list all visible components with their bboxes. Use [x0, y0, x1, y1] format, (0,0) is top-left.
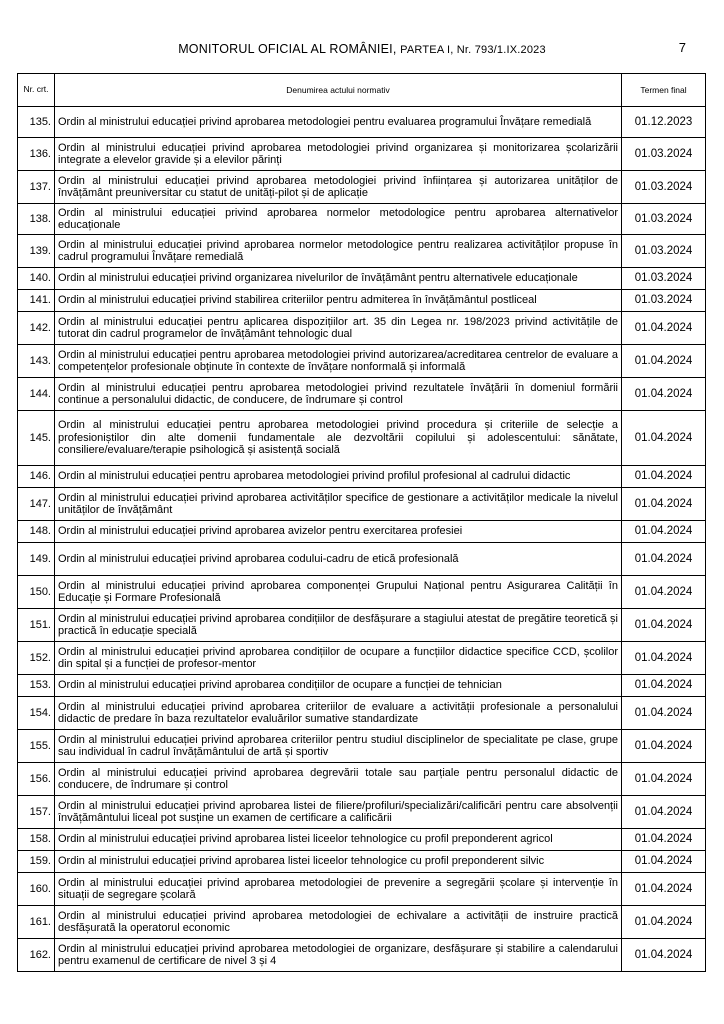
table-row [18, 939, 706, 972]
table-row [18, 906, 706, 939]
term-date: 01.03.2024 [622, 235, 706, 268]
act-name: Ordin al ministrului educației privind aprobarea condițiilor de ocupare a funcțiilor didactice specifice CCD, școlilor din spital și a funcției de profesor-mentor [55, 642, 622, 675]
term-date: 01.03.2024 [622, 171, 706, 204]
table-row [18, 576, 706, 609]
term-date: 01.04.2024 [622, 543, 706, 576]
column-header-term: Termen final [622, 74, 706, 107]
table-row [18, 466, 706, 488]
act-name: Ordin al ministrului educației privind aprobarea listei liceelor tehnologice cu profil preponderent silvic [55, 851, 622, 873]
row-number: 159. [18, 851, 55, 873]
term-date: 01.03.2024 [622, 138, 706, 171]
table-row [18, 107, 706, 138]
act-name: Ordin al ministrului educației pentru aprobarea metodologiei privind autorizarea/acreditarea centrelor de evaluare a competențelor profesionale obținute în contexte de învățare nonformală și informală [55, 345, 622, 378]
term-date: 01.04.2024 [622, 851, 706, 873]
row-number: 154. [18, 697, 55, 730]
table-row [18, 873, 706, 906]
table-row [18, 796, 706, 829]
row-number: 147. [18, 488, 55, 521]
row-number: 148. [18, 521, 55, 543]
term-date: 01.04.2024 [622, 642, 706, 675]
row-number: 158. [18, 829, 55, 851]
act-name: Ordin al ministrului educației privind aprobarea activităților specifice de gestionare a activităților medicale la nivelul unităților de învățământ [55, 488, 622, 521]
table-header-row [18, 74, 706, 107]
table-row [18, 642, 706, 675]
act-name: Ordin al ministrului educației pentru aprobarea metodologiei privind rezultatele învățării în domeniul formării continue a personalului didactic, de conducere, de îndrumare și control [55, 378, 622, 411]
term-date: 01.04.2024 [622, 312, 706, 345]
act-name: Ordin al ministrului educației privind aprobarea normelor metodologice pentru realizarea activităților propuse în cadrul programului Învățare remedială [55, 235, 622, 268]
table-row [18, 851, 706, 873]
table-row [18, 763, 706, 796]
act-name: Ordin al ministrului educației privind aprobarea normelor metodologice pentru aprobarea alternativelor educaționale [55, 204, 622, 235]
act-name: Ordin al ministrului educației privind aprobarea metodologiei privind înființarea și autorizarea unităților de învățământ preuniversitar cu statut de unități-pilot și de aplicație [55, 171, 622, 204]
act-name: Ordin al ministrului educației privind aprobarea componenței Grupului Național pentru Asigurarea Calității în Educație și Formare Profesională [55, 576, 622, 609]
row-number: 144. [18, 378, 55, 411]
term-date: 01.04.2024 [622, 829, 706, 851]
column-header-nr: Nr. crt. [18, 74, 55, 107]
row-number: 162. [18, 939, 55, 972]
act-name: Ordin al ministrului educației pentru aplicarea dispozițiilor art. 35 din Legea nr. 198/2023 privind activitățile de tutorat din cadrul programelor de învățământ tehnologic dual [55, 312, 622, 345]
act-name: Ordin al ministrului educației privind aprobarea avizelor pentru exercitarea profesiei [55, 521, 622, 543]
page-number: 7 [678, 40, 686, 55]
table-row [18, 378, 706, 411]
term-date: 01.04.2024 [622, 521, 706, 543]
term-date: 01.04.2024 [622, 675, 706, 697]
row-number: 150. [18, 576, 55, 609]
term-date: 01.03.2024 [622, 204, 706, 235]
term-date: 01.04.2024 [622, 873, 706, 906]
act-name: Ordin al ministrului educației privind aprobarea metodologiei de echivalare a activității de instruire practică desfășurată la operatorul economic [55, 906, 622, 939]
act-name: Ordin al ministrului educației privind aprobarea listei liceelor tehnologice cu profil preponderent agricol [55, 829, 622, 851]
act-name: Ordin al ministrului educației privind aprobarea condițiilor de desfășurare a stagiului atestat de pregătire teoretică și practică în educație specială [55, 609, 622, 642]
term-date: 01.04.2024 [622, 466, 706, 488]
row-number: 151. [18, 609, 55, 642]
table-row [18, 204, 706, 235]
table-row [18, 235, 706, 268]
row-number: 137. [18, 171, 55, 204]
act-name: Ordin al ministrului educației privind aprobarea metodologiei de organizare, desfășurare și stabilire a calendarului pentru examenul de certificare de nivel 3 și 4 [55, 939, 622, 972]
term-date: 01.04.2024 [622, 488, 706, 521]
publication-title [0, 42, 724, 56]
row-number: 152. [18, 642, 55, 675]
act-name: Ordin al ministrului educației privind aprobarea degrevării totale sau parțiale pentru personalul didactic de conducere, de îndrumare și control [55, 763, 622, 796]
table-row [18, 609, 706, 642]
row-number: 141. [18, 290, 55, 312]
term-date: 01.04.2024 [622, 411, 706, 466]
act-name: Ordin al ministrului educației pentru aprobarea metodologiei privind profilul profesional al cadrului didactic [55, 466, 622, 488]
page-header [0, 42, 724, 62]
row-number: 146. [18, 466, 55, 488]
term-date: 01.03.2024 [622, 290, 706, 312]
column-header-name: Denumirea actului normativ [55, 74, 622, 107]
row-number: 136. [18, 138, 55, 171]
act-name: Ordin al ministrului educației privind stabilirea criteriilor pentru admiterea în învățământul postliceal [55, 290, 622, 312]
act-name: Ordin al ministrului educației privind aprobarea metodologiei privind organizarea și monitorizarea școlarizării integrate a elevelor gravide și a elevilor părinți [55, 138, 622, 171]
row-number: 145. [18, 411, 55, 466]
publication-title-main: MONITORUL OFICIAL AL ROMÂNIEI, [178, 42, 401, 56]
term-date: 01.04.2024 [622, 906, 706, 939]
term-date: 01.04.2024 [622, 576, 706, 609]
publication-title-issue: PARTEA I, Nr. 793/1.IX.2023 [400, 44, 546, 56]
term-date: 01.04.2024 [622, 609, 706, 642]
act-name: Ordin al ministrului educației privind aprobarea codului-cadru de etică profesională [55, 543, 622, 576]
term-date: 01.12.2023 [622, 107, 706, 138]
act-name: Ordin al ministrului educației privind aprobarea criteriilor pentru studiul disciplinelor de specialitate pe clase, grupe sau individual în cadrul învățământului de artă și sportiv [55, 730, 622, 763]
row-number: 161. [18, 906, 55, 939]
table-row [18, 268, 706, 290]
table-row [18, 411, 706, 466]
act-name: Ordin al ministrului educației privind aprobarea metodologiei de prevenire a segregării școlare și intervenție în situații de segregare școlară [55, 873, 622, 906]
act-name: Ordin al ministrului educației privind aprobarea condițiilor de ocupare a funcției de tehnician [55, 675, 622, 697]
act-name: Ordin al ministrului educației privind aprobarea metodologiei pentru evaluarea programului Învățare remedială [55, 107, 622, 138]
term-date: 01.04.2024 [622, 939, 706, 972]
act-name: Ordin al ministrului educației privind aprobarea listei de filiere/profiluri/specializări/calificări pentru care absolvenții învățământului liceal pot susține un examen de certificare a calificării [55, 796, 622, 829]
table-row [18, 290, 706, 312]
table-row [18, 312, 706, 345]
act-name: Ordin al ministrului educației privind organizarea nivelurilor de învățământ pentru alternativele educaționale [55, 268, 622, 290]
term-date: 01.04.2024 [622, 345, 706, 378]
table-row [18, 675, 706, 697]
row-number: 142. [18, 312, 55, 345]
row-number: 153. [18, 675, 55, 697]
row-number: 138. [18, 204, 55, 235]
row-number: 143. [18, 345, 55, 378]
term-date: 01.04.2024 [622, 378, 706, 411]
normative-acts-table [17, 73, 706, 972]
table-row [18, 345, 706, 378]
table-row [18, 171, 706, 204]
term-date: 01.04.2024 [622, 796, 706, 829]
table-row [18, 829, 706, 851]
row-number: 135. [18, 107, 55, 138]
table-row [18, 543, 706, 576]
row-number: 140. [18, 268, 55, 290]
act-name: Ordin al ministrului educației privind aprobarea criteriilor de evaluare a activității profesionale a personalului didactic de predare în baza rezultatelor evaluărilor sumative standardizate [55, 697, 622, 730]
row-number: 139. [18, 235, 55, 268]
term-date: 01.04.2024 [622, 697, 706, 730]
row-number: 149. [18, 543, 55, 576]
table-row [18, 697, 706, 730]
term-date: 01.04.2024 [622, 730, 706, 763]
term-date: 01.03.2024 [622, 268, 706, 290]
table-row [18, 730, 706, 763]
row-number: 160. [18, 873, 55, 906]
term-date: 01.04.2024 [622, 763, 706, 796]
table-row [18, 521, 706, 543]
row-number: 157. [18, 796, 55, 829]
table-row [18, 488, 706, 521]
row-number: 155. [18, 730, 55, 763]
row-number: 156. [18, 763, 55, 796]
table-row [18, 138, 706, 171]
act-name: Ordin al ministrului educației pentru aprobarea metodologiei privind procedura și criteriile de selecție a profesioniștilor din alte domenii fundamentale ale dezvoltării copilului și adolescentului: sănătate, consiliere/evaluare/terapie psihologică și asistență socială [55, 411, 622, 466]
